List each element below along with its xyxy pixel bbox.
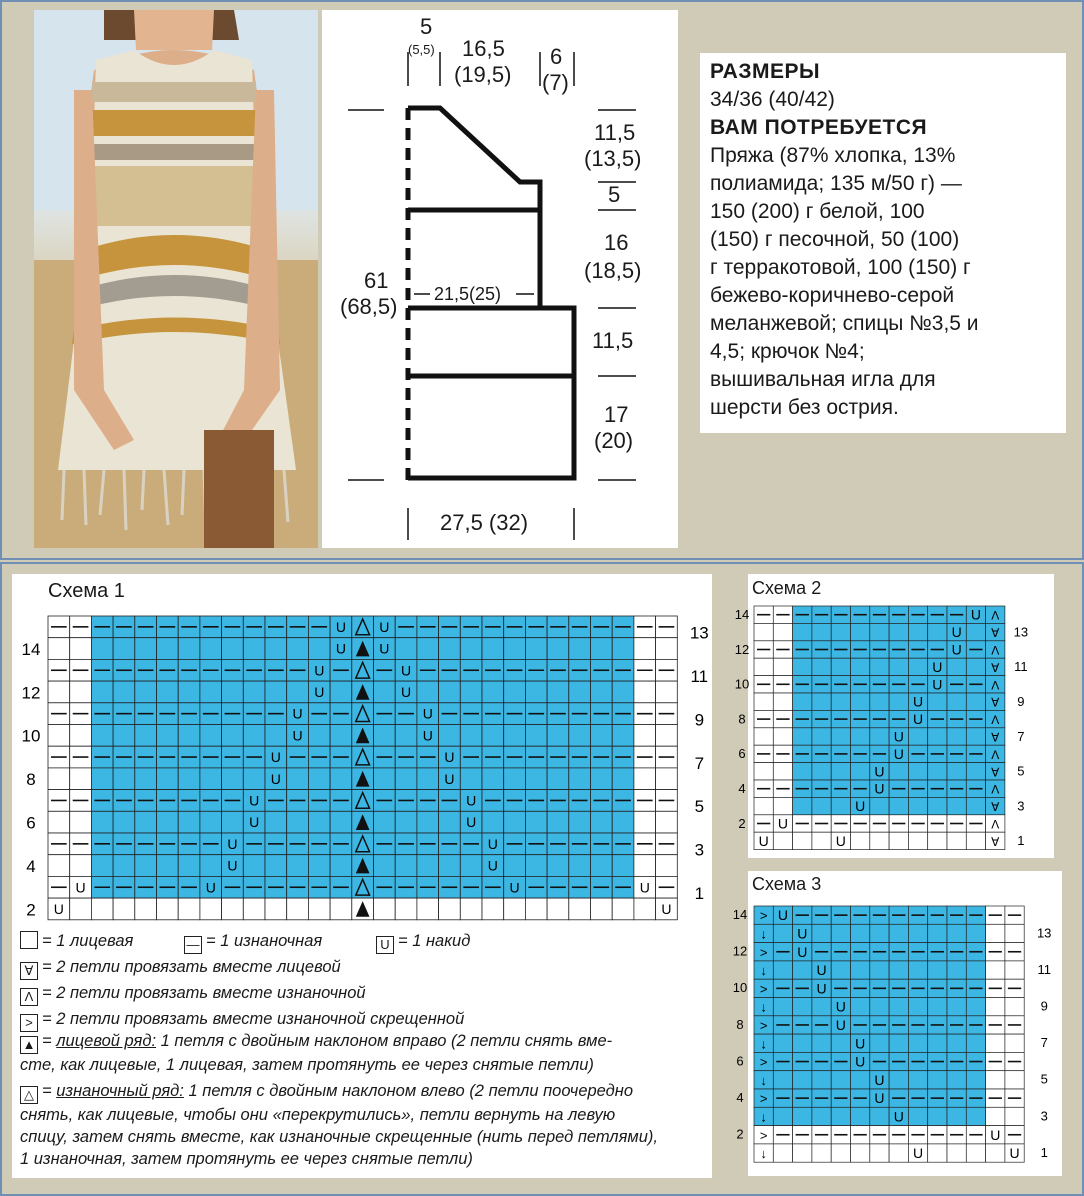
purl-symbol-icon: —	[184, 936, 202, 954]
row-number-left: 12	[21, 683, 41, 703]
row-number-right: 7	[1040, 1035, 1048, 1051]
chart-cell	[812, 1144, 831, 1162]
row-number-right: 7	[1017, 728, 1025, 744]
chart-cell	[947, 1071, 966, 1089]
yarn-over-mark: U	[487, 857, 498, 874]
p2tog-icon: Λ	[20, 988, 38, 1006]
yarn-over-mark: U	[249, 792, 260, 809]
chart-cell	[1005, 1034, 1024, 1052]
materials-heading: ВАМ ПОТРЕБУЕТСЯ	[710, 116, 928, 139]
yarn-over-mark: U	[314, 683, 325, 700]
chart3-title: Схема 3	[752, 874, 822, 894]
row-number-left: 12	[734, 641, 750, 657]
chart-cell	[928, 961, 947, 979]
chart-cell	[928, 1034, 947, 1052]
sizes-heading: РАЗМЕРЫ	[710, 60, 821, 83]
chart2-title: Схема 2	[752, 578, 822, 598]
arrow-mark: ↓	[760, 1072, 767, 1088]
arrow-mark: ↓	[760, 1036, 767, 1052]
chart-cell	[812, 998, 831, 1016]
yarn-over-mark: U	[797, 943, 808, 960]
chart-cell	[793, 961, 812, 979]
yarn-over-mark: U	[932, 658, 943, 675]
chart-cell	[1005, 998, 1024, 1016]
chart-cell	[812, 924, 831, 942]
chart-cell	[851, 924, 870, 942]
p2tog-mark: Λ	[991, 678, 1000, 693]
yarn-over-mark: U	[379, 618, 390, 635]
chart-cell	[831, 924, 850, 942]
chart-cell	[889, 924, 908, 942]
row-number-right: 7	[694, 753, 705, 773]
yarn-over-mark: U	[758, 832, 769, 849]
row-number-right: 5	[1040, 1071, 1048, 1087]
chart-cell	[1005, 961, 1024, 979]
chart-cell	[986, 961, 1005, 979]
chart-cell	[812, 1034, 831, 1052]
chart-cell	[966, 924, 985, 942]
row-number-right: 11	[1037, 961, 1051, 977]
chart-cell	[870, 924, 889, 942]
yarn-over-mark: U	[422, 727, 433, 744]
chart-cell	[986, 998, 1005, 1016]
k2tog-mark: ∀	[991, 834, 1000, 849]
yarn-over-mark: U	[444, 770, 455, 787]
row-number-right: 1	[694, 883, 705, 903]
dim-r1-alt: (13,5)	[584, 146, 642, 171]
yarn-over-mark: U	[912, 693, 924, 710]
row-number-right: 13	[689, 623, 709, 643]
chart-cell	[966, 1071, 985, 1089]
yarn-over-mark: U	[835, 998, 846, 1015]
chart-cell	[851, 1107, 870, 1125]
chart-cell	[773, 1107, 792, 1125]
chart1-title: Схема 1	[48, 580, 125, 602]
p2tog-tbl-mark: >	[759, 1127, 768, 1143]
dim-bottom: 27,5 (32)	[440, 510, 529, 535]
chart-cell	[831, 1107, 850, 1125]
materials-line: меланжевой; спицы №3,5 и	[710, 312, 979, 335]
row-number-left: 2	[26, 900, 36, 920]
chart-cell	[908, 1107, 927, 1125]
chart-cell	[889, 1144, 908, 1162]
arrow-mark: ↓	[760, 1109, 767, 1125]
yarn-over-mark: U	[75, 879, 86, 896]
p2tog-tbl-mark: >	[759, 1017, 768, 1033]
arrow-mark: ↓	[760, 999, 767, 1015]
row-number-left: 10	[734, 676, 750, 692]
legend-p2tog: Λ = 2 петли провязать вместе изнаночной	[20, 982, 366, 1006]
materials-line: 4,5; крючок №4;	[710, 340, 865, 363]
chart-cell	[966, 961, 985, 979]
yarn-over-mark: U	[487, 835, 498, 852]
row-number-right: 11	[1014, 659, 1028, 675]
row-number-left: 6	[26, 813, 36, 833]
chart-cell	[851, 998, 870, 1016]
materials-line: Пряжа (87% хлопка, 13%	[710, 144, 956, 167]
filled-triangle-icon: ▲	[20, 1036, 38, 1054]
yarn-over-mark: U	[855, 1035, 866, 1052]
sizes-value: 34/36 (40/42)	[710, 88, 835, 111]
materials-line: полиамида; 135 м/50 г) —	[710, 172, 962, 195]
row-number-right: 5	[1017, 763, 1025, 779]
p2tog-tbl-mark: >	[759, 908, 768, 924]
row-number-left: 14	[734, 607, 750, 622]
row-number-right: 13	[1036, 925, 1052, 941]
row-number-left: 2	[738, 815, 746, 831]
yarn-over-mark: U	[951, 641, 962, 658]
row-number-right: 1	[1017, 833, 1025, 849]
row-number-left: 4	[738, 781, 746, 796]
yarn-over-icon: U	[376, 936, 394, 954]
yarn-over-mark: U	[893, 745, 904, 762]
chart-cell	[986, 1144, 1005, 1162]
dim-width-mid: 21,5(25)	[434, 284, 502, 304]
dim-left-alt: (68,5)	[340, 294, 398, 319]
yarn-over-mark: U	[912, 1145, 924, 1162]
chart-cell	[870, 998, 889, 1016]
row-number-right: 1	[1040, 1144, 1048, 1160]
p2tog-mark: Λ	[991, 817, 1000, 832]
materials-line: вышивальная игла для	[710, 368, 936, 391]
chart-cell	[793, 998, 812, 1016]
dim-r2: 5	[608, 182, 621, 207]
k2tog-icon: ∀	[20, 962, 38, 980]
chart-cell	[812, 1071, 831, 1089]
arrow-mark: ↓	[760, 963, 767, 979]
chart-cell	[928, 1107, 947, 1125]
chart-cell	[851, 1071, 870, 1089]
dim-r4: 11,5	[592, 328, 634, 353]
k2tog-mark: ∀	[991, 626, 1000, 641]
row-number-left: 12	[732, 943, 748, 959]
dim-top-mid-alt: (19,5)	[454, 62, 512, 87]
materials-line: шерсти без острия.	[710, 396, 899, 419]
chart-cell	[889, 961, 908, 979]
chart-cell	[947, 1144, 966, 1162]
chart-cell	[986, 1034, 1005, 1052]
yarn-over-mark: U	[932, 676, 943, 693]
row-number-left: 14	[732, 907, 748, 922]
arrow-mark: ↓	[760, 926, 767, 942]
k2tog-mark: ∀	[991, 730, 1000, 745]
chart-cell	[928, 998, 947, 1016]
p2tog-tbl-mark: >	[759, 944, 768, 960]
yarn-over-mark: U	[893, 728, 904, 745]
yarn-over-mark: U	[855, 798, 866, 815]
chart-cell	[889, 1034, 908, 1052]
chart-cell	[851, 1144, 870, 1162]
yarn-over-mark: U	[874, 780, 885, 797]
row-number-left: 4	[736, 1090, 744, 1105]
chart-cell	[908, 961, 927, 979]
row-number-left: 8	[738, 711, 746, 727]
chart-cell	[1005, 1071, 1024, 1089]
dim-r5: 17	[604, 402, 629, 427]
chart-cell	[966, 1107, 985, 1125]
dim-top-right: 6	[550, 44, 563, 69]
chart-cell	[986, 1107, 1005, 1125]
legend-rs-decrease: ▲ = лицевой ряд: 1 петля с двойным наклоном вправо (2 петли снять вме- сте, как лицевые, 1 лицевая, затем протянуть ее через снятые петли)	[20, 1032, 613, 1074]
chart-cell	[793, 1144, 812, 1162]
chart-cell	[773, 998, 792, 1016]
yarn-over-mark: U	[292, 727, 303, 744]
chart-cell	[793, 1034, 812, 1052]
row-number-left: 8	[736, 1016, 744, 1032]
yarn-over-mark: U	[874, 1071, 885, 1088]
yarn-over-mark: U	[249, 814, 260, 831]
yarn-over-mark: U	[777, 815, 789, 832]
yarn-over-mark: U	[205, 879, 216, 896]
legend-knit: = 1 лицевая	[20, 930, 133, 952]
row-number-right: 11	[690, 666, 709, 686]
legend-yo: U = 1 накид	[376, 930, 470, 954]
materials-line: бежево-коричнево-серой	[710, 284, 955, 307]
row-number-right: 3	[1040, 1108, 1048, 1124]
dim-top-left-alt: (5,5)	[408, 42, 435, 57]
yarn-over-mark: U	[466, 814, 477, 831]
yarn-over-mark: U	[661, 900, 672, 917]
chart-cell	[986, 1071, 1005, 1089]
legend-purl: — = 1 изнаночная	[184, 930, 322, 954]
yarn-over-mark: U	[874, 1090, 885, 1107]
yarn-over-mark: U	[970, 606, 982, 623]
chart-cell	[773, 1034, 792, 1052]
p2tog-mark: Λ	[991, 713, 1000, 728]
chart-cell	[773, 1144, 792, 1162]
chart-cell	[908, 1071, 927, 1089]
row-number-left: 6	[736, 1053, 744, 1069]
chart-cell	[870, 961, 889, 979]
yarn-over-mark: U	[874, 763, 885, 780]
chart-cell	[773, 924, 792, 942]
legend-p2tog-tbl: > = 2 петли провязать вместе изнаночной скрещенной	[20, 1008, 464, 1032]
chart-cell	[773, 1071, 792, 1089]
dim-r3-alt: (18,5)	[584, 258, 642, 283]
chart-cell	[773, 961, 792, 979]
dim-left: 61	[364, 268, 389, 293]
chart-cell	[908, 924, 927, 942]
materials-line: 150 (200) г белой, 100	[710, 200, 925, 223]
p2tog-mark: Λ	[991, 608, 1000, 623]
row-number-left: 6	[738, 746, 746, 762]
row-number-left: 2	[736, 1126, 744, 1142]
chart-cell	[889, 998, 908, 1016]
chart-cell	[870, 1107, 889, 1125]
materials-line: г терракотовой, 100 (150) г	[710, 256, 971, 279]
row-number-right: 3	[694, 840, 705, 860]
chart-cell	[793, 1107, 812, 1125]
chart-cell	[928, 1071, 947, 1089]
chart-cell	[851, 961, 870, 979]
yarn-over-mark: U	[509, 879, 520, 896]
yarn-over-mark: U	[816, 980, 827, 997]
outline-triangle-icon: △	[20, 1086, 38, 1104]
yarn-over-mark: U	[893, 1108, 904, 1125]
yarn-over-mark: U	[400, 662, 412, 679]
knit-symbol-icon	[20, 931, 38, 949]
k2tog-mark: ∀	[991, 660, 1000, 675]
chart-cell	[793, 1071, 812, 1089]
yarn-over-mark: U	[835, 832, 846, 849]
row-number-right: 3	[1017, 798, 1025, 814]
row-number-left: 10	[21, 726, 41, 746]
yarn-over-mark: U	[227, 857, 238, 874]
legend-ws-decrease: △ = изнаночный ряд: 1 петля с двойным наклоном влево (2 петли поочередно снять, как лицевые, чтобы они «перекрутились», петли вернуть на левую спицу, затем снять вместе, как изнаночные скрещенные (нить перед петлями), 1 изнаночная, затем протянуть ее через снятые петли)	[20, 1082, 658, 1168]
yarn-over-mark: U	[797, 925, 808, 942]
chart-cell	[908, 1034, 927, 1052]
yarn-over-mark: U	[1009, 1145, 1020, 1162]
yarn-over-mark: U	[270, 749, 281, 766]
row-number-left: 10	[732, 980, 748, 996]
chart-cell	[812, 1107, 831, 1125]
chart-cell	[966, 1144, 985, 1162]
row-number-left: 14	[21, 639, 41, 659]
dim-top-right-alt: (7)	[542, 70, 569, 95]
chart-cell	[831, 1034, 850, 1052]
p2tog-tbl-icon: >	[20, 1014, 38, 1032]
chart-cell	[928, 924, 947, 942]
legend-k2tog: ∀ = 2 петли провязать вместе лицевой	[20, 956, 341, 980]
yarn-over-mark: U	[422, 705, 433, 722]
p2tog-tbl-mark: >	[759, 1091, 768, 1107]
chart-cell	[986, 924, 1005, 942]
chart-cell	[947, 1034, 966, 1052]
chart-cell	[947, 1107, 966, 1125]
row-number-right: 9	[1017, 694, 1025, 709]
yarn-over-mark: U	[335, 640, 347, 657]
row-number-left: 4	[26, 856, 36, 876]
yarn-over-mark: U	[951, 624, 962, 641]
chart-cell	[908, 998, 927, 1016]
chart-cell	[831, 961, 850, 979]
yarn-over-mark: U	[990, 1126, 1001, 1143]
dim-r3: 16	[604, 230, 629, 255]
p2tog-mark: Λ	[991, 747, 1000, 762]
row-number-right: 5	[694, 797, 705, 817]
chart-cell	[947, 924, 966, 942]
dim-top-mid: 16,5	[462, 36, 505, 61]
row-number-right: 9	[694, 710, 705, 730]
row-number-left: 8	[26, 770, 36, 790]
materials-line: (150) г песочной, 50 (100)	[710, 228, 960, 251]
chart-cell	[870, 1034, 889, 1052]
k2tog-mark: ∀	[991, 765, 1000, 780]
p2tog-tbl-mark: >	[759, 981, 768, 997]
yarn-over-mark: U	[400, 683, 412, 700]
arrow-mark: ↓	[760, 1146, 767, 1162]
chart-cell	[870, 1144, 889, 1162]
yarn-over-mark: U	[855, 1053, 866, 1070]
chart-cell	[831, 1144, 850, 1162]
p2tog-mark: Λ	[991, 643, 1000, 658]
yarn-over-mark: U	[292, 705, 303, 722]
yarn-over-mark: U	[314, 662, 325, 679]
chart-cell	[966, 998, 985, 1016]
row-number-right: 9	[1040, 998, 1048, 1014]
p2tog-tbl-mark: >	[759, 1054, 768, 1070]
yarn-over-mark: U	[777, 907, 789, 924]
yarn-over-mark: U	[379, 640, 390, 657]
yarn-over-mark: U	[639, 879, 650, 896]
yarn-over-mark: U	[53, 900, 64, 917]
yarn-over-mark: U	[444, 749, 455, 766]
p2tog-mark: Λ	[991, 782, 1000, 797]
chart-cell	[928, 1144, 947, 1162]
chart-cell	[1005, 924, 1024, 942]
dim-top-left: 5	[420, 14, 433, 39]
yarn-over-mark: U	[335, 618, 347, 635]
dim-r1: 11,5	[594, 120, 636, 145]
chart-cell	[947, 961, 966, 979]
k2tog-mark: ∀	[991, 695, 1000, 710]
chart-cell	[947, 998, 966, 1016]
chart-cell	[1005, 1107, 1024, 1125]
yarn-over-mark: U	[816, 962, 827, 979]
row-number-right: 13	[1013, 624, 1029, 640]
chart-cell	[831, 1071, 850, 1089]
chart-cell	[966, 1034, 985, 1052]
yarn-over-mark: U	[227, 835, 238, 852]
yarn-over-mark: U	[466, 792, 477, 809]
dim-r5-alt: (20)	[594, 428, 634, 453]
k2tog-mark: ∀	[991, 800, 1000, 815]
yarn-over-mark: U	[912, 711, 924, 728]
yarn-over-mark: U	[270, 770, 281, 787]
chart-cell	[889, 1071, 908, 1089]
yarn-over-mark: U	[835, 1016, 846, 1033]
